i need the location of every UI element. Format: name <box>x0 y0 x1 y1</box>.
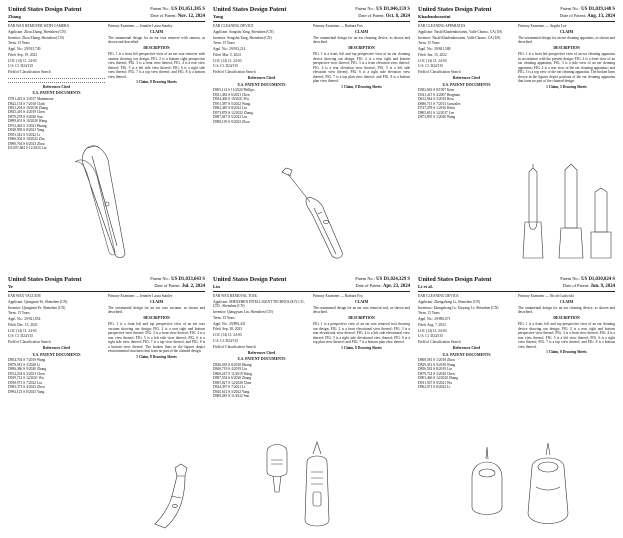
patent-drawing <box>213 432 410 532</box>
patent-no-label: Patent No.: <box>560 276 581 281</box>
ref-item: D896,386 S 9/2020 Zhang <box>8 367 47 372</box>
date-label: Date of Patent: <box>154 282 181 288</box>
claims-figures: 1 Claim, 8 Drawing Sheets <box>546 350 587 355</box>
patent-number: US D1,024,329 S <box>376 277 410 282</box>
inventor-short: Ye <box>8 283 13 289</box>
refs-list <box>418 358 515 389</box>
left-column <box>8 24 105 151</box>
patent-title: EAR WAX REMOVAL TOOL <box>213 293 258 298</box>
ref-item: D541,415 S 4/2007 Bergman <box>418 92 461 97</box>
patent-drawing <box>115 462 205 532</box>
term: Term: 15 Years <box>213 315 235 320</box>
patent-no-label: Patent No.: <box>150 6 171 11</box>
date-label: Date of Patent: <box>150 12 177 18</box>
patent-number: US D1,051,385 S <box>171 7 205 12</box>
patent-no-label: Patent No.: <box>355 276 376 281</box>
ref-item: D854,704 S 7/2019 Wang <box>8 358 46 363</box>
ref-item: D928,958 S 8/2021 Yang <box>8 128 45 133</box>
refs-subheading: U.S. PATENT DOCUMENTS <box>32 91 81 96</box>
ref-item: D781,423 S 3/2017 Mamimone <box>8 97 54 102</box>
appl-no: Appl. No.: 29/915,749 <box>8 47 41 52</box>
patent-header <box>418 276 615 292</box>
ref-item: D878,581 S 3/2020 Li <box>8 362 41 367</box>
refs-subheading: U.S. PATENT DOCUMENTS <box>442 352 491 357</box>
ref-item: D905,827 S 12/2020 Chen <box>213 380 252 385</box>
ref-item: D913,462 S 3/2021 Huang <box>8 123 47 128</box>
inventor: Inventor: Nasid Khademhosseini, Valle Chomo, CA (US) <box>418 35 501 40</box>
description-text: FIG. 1 is a front left perspective view of an ear cleaning apparatus in accordance with the present design; FIG. 2 is a front view of an ear cleaning apparatus; FIG. 3 is a side view of an ear cleaning apparatus; FIG. 4 is a rear view of the ear cleaning apparatus; and FIG. 5 is a top view of the ear cleaning apparatus. The broken lines shown in the figures depict portions of the ear cleaning apparatus that form no part of the claimed design. <box>518 52 615 83</box>
appl-no: Appl. No.: 29/896,071 <box>418 317 451 322</box>
ear-cleaning-device-drawing <box>452 437 582 532</box>
filed: Filed: Sep. 28, 2023 <box>213 327 243 332</box>
ref-item: D846,719 S 4/2019 Liu <box>213 367 247 372</box>
inventor-short: Khademhosseini <box>418 13 451 19</box>
date-label: Date of Patent: <box>358 12 385 18</box>
claims-figures: 1 Claim, 8 Drawing Sheets <box>136 80 177 85</box>
left-column <box>418 294 515 390</box>
description-text: FIG. 1 is a front, left and top perspective view of an ear cleaning device showing our design; FIG. 2 is a rear, right and bottom perspective view thereof; FIG. 3 is a front view thereof; FIG. 4 is a rear view thereof; FIG. 5 is a left view thereof; FIG. 6 is a right view thereof; FIG. 7 is a top view thereof; and FIG. 8 is a bottom view thereof. <box>518 322 615 349</box>
us-class: U.S. Cl. D24/135 <box>213 338 239 343</box>
claim-text: The ornamental design for an ear cleaning device, as shown and described. <box>518 305 615 315</box>
ref-item: D903,466 S 12/2020 Zhang <box>418 376 458 381</box>
patent-drawing <box>505 162 615 262</box>
ref-item: D962,071 S 8/2022 Li <box>418 385 451 390</box>
ref-item: D990,764 S 6/2023 Zhou <box>8 141 45 146</box>
header-title: United States Design Patent <box>8 276 82 283</box>
right-column <box>108 294 205 394</box>
description-heading: DESCRIPTION <box>143 316 170 321</box>
claim-text: The ornamental design for an ear cleaning apparatus, as shown and described. <box>518 35 615 45</box>
applicant: Applicant: Nasid Khademhosseini, Valle Chomo, CA (US) <box>418 29 503 34</box>
refs-subheading: U.S. PATENT DOCUMENTS <box>32 352 81 357</box>
ref-item: D879,278 S 3/2020 Sun <box>8 114 43 119</box>
ref-item: D805,651 S 12/2017 Lee <box>418 110 455 115</box>
ref-item: D921,482 S 6/2021 Chen <box>213 92 250 97</box>
description-heading: DESCRIPTION <box>143 46 170 51</box>
ref-item: D899,651 S 10/2020 Wang <box>8 119 47 124</box>
description-heading: DESCRIPTION <box>553 46 580 51</box>
ref-item: D826,018 S 8/2018 Huang <box>213 362 252 367</box>
refs-heading: References Cited <box>42 84 71 89</box>
ref-item: D953,542 S 5/2022 Li <box>8 132 41 137</box>
field-search: Field of Classification Search <box>8 340 51 345</box>
ref-item: D962,449 S 8/2022 Liu <box>213 106 247 111</box>
appl-no: Appl. No.: 29/921,854 <box>8 317 41 322</box>
refs-subheading: U.S. PATENT DOCUMENTS <box>237 82 286 87</box>
us-class: U.S. Cl. D24/135 <box>8 334 34 339</box>
patent-number: US D1,030,024 S <box>581 277 615 282</box>
ref-item: D983,373 S 4/2023 Zhou <box>8 385 45 390</box>
ear-wax-remover-drawing <box>47 142 167 262</box>
right-column <box>108 24 205 151</box>
ref-item: D969,283 S 11/2022 Sun <box>213 394 250 399</box>
appl-no: Appl. No.: 29/913,214 <box>213 47 246 52</box>
ref-item: D612,944 S 3/2010 Ross <box>418 97 454 102</box>
patent-sheet <box>418 276 615 532</box>
header-title: United States Design Patent <box>213 276 287 283</box>
refs-list <box>213 363 310 399</box>
refs-heading: References Cited <box>452 346 481 351</box>
claim-text: The ornamental design for an ear wax removal tool, as shown and described. <box>313 305 410 315</box>
ear-cleaning-apparatus-drawing <box>505 162 615 262</box>
filed: Filed: Aug. 7, 2023 <box>418 322 446 327</box>
claims-figures: 1 Claim, 5 Drawing Sheets <box>546 84 587 89</box>
filed: Filed: Dec. 15, 2023 <box>8 322 38 327</box>
inventor-short: Lin <box>213 283 220 289</box>
filed: Filed: Jun. 15, 2022 <box>418 52 447 57</box>
patent-date: Oct. 8, 2024 <box>385 13 410 19</box>
ref-item: D868,247 S 11/2019 Wang <box>213 371 252 376</box>
claim-heading: CLAIM <box>354 30 369 35</box>
ref-item: D931,567 S 9/2021 Wu <box>418 380 452 385</box>
appl-no: Appl. No.: 29/893,431 <box>213 321 246 326</box>
inventor: Inventor: Qiongmin Ye, Shenzhen (CN) <box>8 305 66 310</box>
ref-item: D1,007,684 S 12/2023 Liu <box>8 146 47 151</box>
term: Term: 15 Years <box>8 41 30 46</box>
patent-title: EAR CLEANING DEVICE <box>213 23 254 28</box>
patent-no-label: Patent No.: <box>560 6 581 11</box>
term: Term: 15 Years <box>418 311 440 316</box>
header-title: United States Design Patent <box>8 6 82 13</box>
ref-item: D831,204 S 10/2018 Zhang <box>8 106 48 110</box>
ref-item: D856,592 S 8/2019 Liu <box>418 367 452 372</box>
us-class: U.S. Cl. D24/135 <box>418 64 444 69</box>
claim-heading: CLAIM <box>354 300 369 305</box>
ref-item: D945,612 S 3/2022 Yang <box>213 389 250 394</box>
inventor: Inventor: Zhou Zhang, Shenzhen (CN) <box>8 35 64 40</box>
refs-list <box>213 88 310 124</box>
right-column <box>313 24 410 124</box>
patent-date: Jul. 2, 2024 <box>181 283 205 289</box>
patent-sheet <box>213 276 410 532</box>
patent-title: EAR CLEANING APPARATUS <box>418 23 466 28</box>
claim-heading: CLAIM <box>559 30 574 35</box>
loc-class: LOC (14) Cl. 24-03 <box>213 333 242 338</box>
refs-heading: References Cited <box>42 346 71 351</box>
patent-drawing <box>213 162 410 262</box>
claim-text: The ornamental design for an ear wax remover with camera, as shown and described. <box>108 35 205 45</box>
patent-number: US D1,046,159 S <box>376 7 410 12</box>
patent-no-label: Patent No.: <box>355 6 376 11</box>
ref-item: D829,451 S 9/2018 Wang <box>418 362 456 367</box>
ref-item: D845,416 S 4/2019 Chen <box>8 110 45 115</box>
date-label: Date of Patent: <box>563 282 590 288</box>
applicant: Applicant: Zhou Zhang, Shenzhen (CN) <box>8 29 66 34</box>
description-heading: DESCRIPTION <box>348 316 375 321</box>
loc-class: LOC (14) Cl. 24-03 <box>8 58 37 63</box>
refs-list <box>418 88 515 119</box>
field-search: Field of Classification Search <box>418 340 461 345</box>
ref-item: D808,581 S 1/2018 Zhou <box>418 358 455 363</box>
ref-item: D939,712 S 12/2021 Wu <box>8 376 44 381</box>
ref-item: D951,587 S 5/2022 Wang <box>213 101 251 106</box>
ref-item: D994,125 S 8/2023 Yang <box>8 389 45 394</box>
inventor-short: Yang <box>213 13 223 19</box>
patent-sheet <box>8 276 205 532</box>
field-search: Field of Classification Search <box>418 70 461 75</box>
patent-title: EAR WAX VACUUM <box>8 293 41 298</box>
patent-sheet <box>418 6 615 262</box>
description-text: FIG. 1 is a front, left and top perspective view of an ear cleaning device showing our design; FIG. 2 is a rear, right and bottom perspective view thereof; FIG. 3 is a front elevation view thereof; FIG. 4 is a rear elevation view thereof; FIG. 5 is a left side elevation view thereof; FIG. 6 is a right side elevation view thereof; FIG. 7 is a top plan view thereof; and FIG. 8 is a bottom plan view thereof. <box>313 52 410 83</box>
header-title: United States Design Patent <box>418 6 492 13</box>
refs-heading: References Cited <box>247 350 276 355</box>
primary-examiner: Primary Examiner — Nicole Ludwicki <box>518 293 575 298</box>
description-text: FIG. 1 is a perspective view of an ear wax removal tool showing our design; FIG. 2 is a front elevational view thereof; FIG. 3 is a rear elevational view thereof; FIG. 4 is a left side elevational view thereof; FIG. 5 is a right side elevational view thereof; FIG. 6 is a top plan view thereof; and FIG. 7 is a bottom plan view thereof. <box>313 322 410 345</box>
description-text: FIG. 1 is a front left perspective view of an ear wax remover with camera showing our design; FIG. 2 is a bottom right perspective view thereof; FIG. 3 is a front view thereof; FIG. 4 is a rear view thereof; FIG. 5 is a left side view thereof; FIG. 6 is a right side view thereof; FIG. 7 is a top view thereof; and FIG. 8 is a bottom view thereof. <box>108 52 205 79</box>
applicant: Applicant: SHENZHEN INTELLIGENT TECHNOLOGY CO., LTD., Shenzhen (CN) <box>213 299 306 309</box>
ref-item: D686,713 S 7/2013 Gonzalez <box>418 101 461 106</box>
ref-item: D912,254 S 3/2021 Chen <box>8 371 45 376</box>
ear-wax-removal-tool-drawing <box>247 432 377 532</box>
header-title: United States Design Patent <box>213 6 287 13</box>
us-class: U.S. Cl. D24/135 <box>213 64 239 69</box>
left-column <box>8 294 105 394</box>
us-class: U.S. Cl. D24/135 <box>418 334 444 339</box>
patent-date: Aug. 13, 2024 <box>587 13 615 19</box>
header-title: United States Design Patent <box>418 276 492 283</box>
claim-heading: CLAIM <box>149 30 164 35</box>
patent-drawing <box>8 142 205 262</box>
patent-date: Jun. 9, 2024 <box>590 283 615 289</box>
ear-cleaning-device-drawing <box>252 162 372 262</box>
claims-figures: 1 Claim, 8 Drawing Sheets <box>136 354 177 359</box>
right-column <box>518 294 615 390</box>
left-column <box>213 294 310 399</box>
ref-item: D887,554 S 6/2020 Zhang <box>213 376 252 381</box>
filed: Filed: Mar. 5, 2024 <box>213 52 241 57</box>
inventor-short: Li et al. <box>418 283 433 289</box>
ref-item: D873,995 S 1/2020 Wang <box>418 115 456 120</box>
description-text: FIG. 1 is a front left and top perspective view of an ear wax vacuum showing our design; FIG. 2 is a rear right and bottom perspective view thereof; FIG. 3 is a front view thereof; FIG. 4 is a rear view thereof; FIG. 5 is a left side view thereof; FIG. 6 is a right side view thereof; FIG. 7 is a top view thereof; and FIG. 8 is a bottom view thereof. The broken lines in the figures depict environmental structures that form no part of the claimed design. <box>108 322 205 353</box>
field-search: Field of Classification Search <box>213 70 256 75</box>
loc-class: LOC (14) Cl. 24-03 <box>418 58 447 63</box>
loc-class: LOC (14) Cl. 24-03 <box>418 328 447 333</box>
patent-header <box>8 6 205 22</box>
refs-heading: References Cited <box>452 76 481 81</box>
applicant: Applicant: Zhengzhong Li, Shenzhen (CN) <box>418 299 481 304</box>
us-class: U.S. Cl. D24/135 <box>8 64 34 69</box>
refs-heading: References Cited <box>247 76 276 81</box>
patent-no-label: Patent No.: <box>150 276 171 281</box>
loc-class: LOC (14) Cl. 24-03 <box>8 328 37 333</box>
patent-sheet <box>8 6 205 262</box>
description-heading: DESCRIPTION <box>553 316 580 321</box>
claim-text: The ornamental design for an ear wax vacuum, as shown and described. <box>108 305 205 315</box>
refs-list <box>8 358 105 394</box>
claim-heading: CLAIM <box>149 300 164 305</box>
primary-examiner: Primary Examiner — Jennifer Laura Stanley <box>108 293 173 298</box>
filed: Filed: Sep. 19, 2023 <box>8 52 38 57</box>
patent-header <box>213 6 410 22</box>
ref-item: D973,878 S 12/2022 Zhang <box>213 110 253 115</box>
right-column <box>313 294 410 399</box>
field-search: Field of Classification Search <box>213 344 256 349</box>
ref-item: D822,154 S 7/2018 Clark <box>8 101 45 106</box>
inventor-short: Zhang <box>8 13 21 19</box>
patent-date: Apr. 23, 2024 <box>382 283 410 289</box>
primary-examiner: Primary Examiner — Barbara Fox <box>313 293 363 298</box>
left-column <box>418 24 515 120</box>
primary-examiner: Primary Examiner — Barbara Fox <box>313 23 363 28</box>
date-label: Date of Patent: <box>355 282 382 288</box>
appl-no: Appl. No.: 29/841,588 <box>418 47 451 52</box>
inventor: Inventors: Zhengzhong Li; Xinyang Lv, Shenzhen (CN) <box>418 305 499 310</box>
ref-item: D934,406 S 10/2021 Wu <box>213 97 249 102</box>
claims-figures: 1 Claim, 8 Drawing Sheets <box>341 346 382 350</box>
patent-header <box>213 276 410 292</box>
ref-item: D924,397 S 7/2021 Li <box>213 385 246 390</box>
loc-class: LOC (14) Cl. 24-03 <box>213 58 242 63</box>
claims-figures: 1 Claim, 8 Drawing Sheets <box>341 84 382 89</box>
ref-item: D966,502 S 10/2022 Zhu <box>8 137 45 142</box>
ref-item: D903,114 S 11/2020 Phillips <box>213 88 255 93</box>
description-heading: DESCRIPTION <box>348 46 375 51</box>
left-column <box>213 24 310 124</box>
ref-item: D747,478 S 1/2016 Klein <box>418 106 455 111</box>
applicant: Applicant: Songshu Yang, Shenzhen (CN) <box>213 29 274 34</box>
claim-heading: CLAIM <box>559 300 574 305</box>
patent-header <box>8 276 205 292</box>
patent-number: US D1,039,148 S <box>581 7 615 12</box>
inventor: Inventor: Songshu Yang, Shenzhen (CN) <box>213 35 272 40</box>
patent-drawing <box>418 437 615 532</box>
ref-item: D879,734 S 3/2020 Chen <box>418 371 455 376</box>
refs-subheading: U.S. PATENT DOCUMENTS <box>237 357 286 362</box>
patent-title: EAR WAX REMOVER WITH CAMERA <box>8 23 70 28</box>
primary-examiner: Primary Examiner — Angela Lee <box>518 23 567 28</box>
ear-wax-vacuum-drawing <box>115 462 205 532</box>
ref-item: D958,973 S 7/2022 Liu <box>8 380 42 385</box>
patent-title: EAR CLEANING DEVICE <box>418 293 459 298</box>
ref-item: D998,139 S 9/2023 Zhou <box>213 119 250 124</box>
applicant: Applicant: Qiongmin Ye, Shenzhen (CN) <box>8 299 68 304</box>
patent-header <box>418 6 615 22</box>
inventor: Inventor: Qiangyuan Lin, Shenzhen (CN) <box>213 310 273 315</box>
patent-date: Nov. 12, 2024 <box>177 13 205 19</box>
field-search: Field of Classification Search <box>8 70 51 75</box>
patent-number: US D1,033,643 S <box>171 277 205 282</box>
right-column <box>518 24 615 120</box>
patent-sheet <box>213 6 410 262</box>
term: Term: 15 Years <box>8 311 30 316</box>
date-label: Date of Patent: <box>559 12 587 18</box>
ref-item: D382,063 S 8/1997 Kern <box>418 88 455 93</box>
claim-text: The ornamental design for an ear cleaning device, as shown and described. <box>313 35 410 45</box>
refs-subheading: U.S. PATENT DOCUMENTS <box>442 82 491 87</box>
term: Term: 15 Years <box>418 41 440 46</box>
term: Term: 15 Years <box>213 41 235 46</box>
primary-examiner: Primary Examiner — Jennifer Laura Stanley <box>108 23 173 28</box>
ref-item: D987,047 S 5/2023 Lin <box>213 115 247 120</box>
